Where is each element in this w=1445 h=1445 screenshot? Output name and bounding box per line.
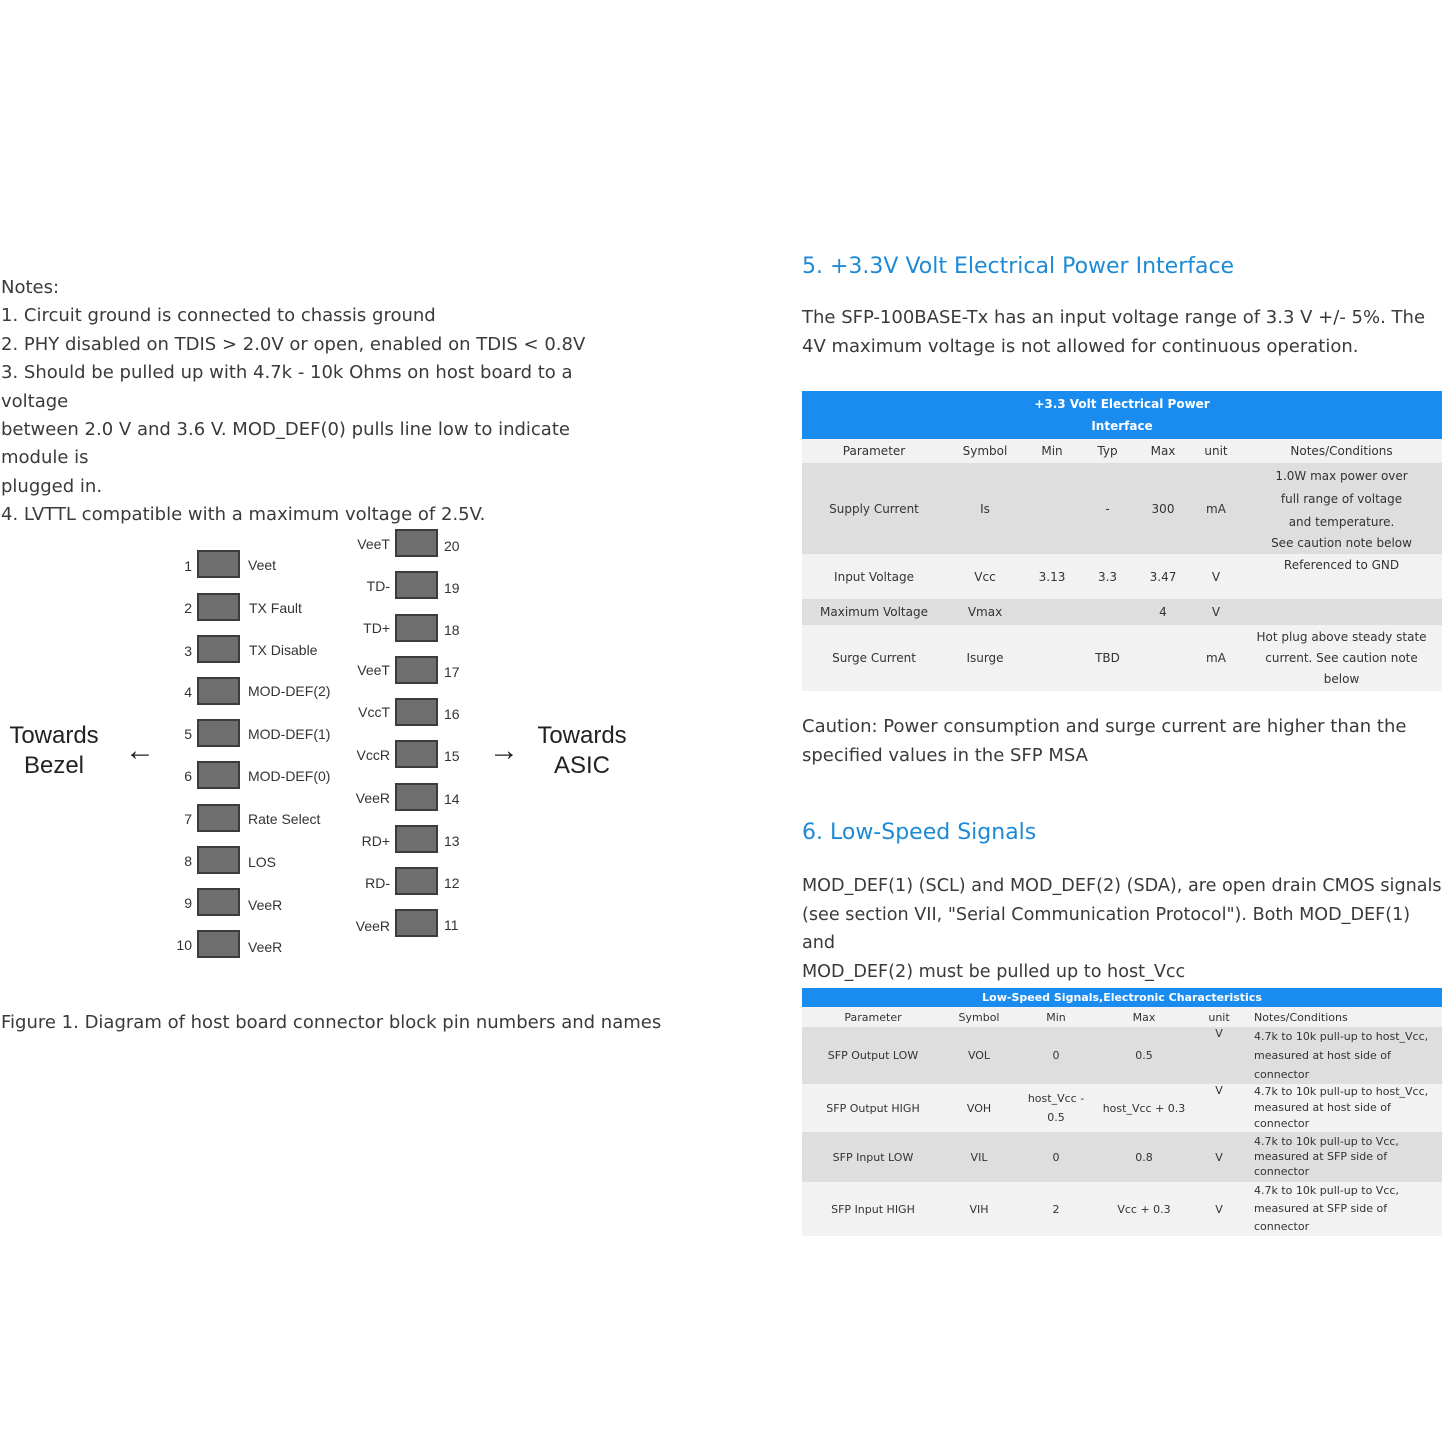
column-header: Notes/Conditions bbox=[1248, 1007, 1442, 1027]
pin-number: 13 bbox=[444, 833, 460, 849]
cell-symbol: Isurge bbox=[946, 625, 1024, 691]
cell-min: 2 bbox=[1014, 1182, 1098, 1236]
cell-notes bbox=[1241, 554, 1442, 599]
cell-unit: mA bbox=[1191, 463, 1241, 554]
table-title-line: +3.3 Volt Electrical Power bbox=[1034, 397, 1210, 411]
column-header: Max bbox=[1135, 439, 1191, 463]
cell-max: 3.47 bbox=[1135, 554, 1191, 599]
notes-block bbox=[1, 274, 641, 530]
towards-bezel-label bbox=[0, 721, 108, 781]
cell-unit: V bbox=[1191, 599, 1241, 625]
section-5-paragraph bbox=[802, 304, 1442, 361]
paragraph-line: MOD_DEF(1) (SCL) and MOD_DEF(2) (SDA), are open drain CMOS signals bbox=[802, 876, 1442, 896]
note-line: 4.7k to 10k pull-up to Vcc, bbox=[1254, 1184, 1399, 1197]
cell-typ: TBD bbox=[1080, 625, 1135, 691]
towards-asic-label bbox=[528, 721, 636, 781]
pin-name: VeeR bbox=[355, 918, 390, 934]
cell-notes bbox=[1241, 625, 1442, 691]
pin-number: 11 bbox=[444, 917, 459, 933]
table-row bbox=[802, 1084, 1442, 1132]
note-line: Hot plug above steady state bbox=[1256, 629, 1427, 644]
cell-parameter: Surge Current bbox=[802, 625, 946, 691]
column-header: Parameter bbox=[802, 1007, 944, 1027]
paragraph-line: MOD_DEF(2) must be pulled up to host_Vcc bbox=[802, 961, 1186, 982]
pin-number: 1 bbox=[184, 558, 192, 574]
cell-parameter: SFP Input HIGH bbox=[802, 1182, 944, 1236]
table-header-row bbox=[802, 439, 1442, 463]
cell-notes bbox=[1248, 1182, 1442, 1236]
pin-pad bbox=[395, 867, 438, 895]
column-header: Symbol bbox=[946, 439, 1024, 463]
note-line: 4.7k to 10k pull-up to Vcc, bbox=[1254, 1135, 1399, 1148]
towards-asic-line-2: ASIC bbox=[553, 752, 610, 779]
pin-number: 9 bbox=[184, 895, 192, 911]
cell-parameter: Input Voltage bbox=[802, 554, 946, 599]
pin-diagram bbox=[0, 520, 650, 970]
pin-name: VeeR bbox=[355, 790, 390, 806]
pin-number: 8 bbox=[184, 853, 192, 869]
cell-max: 0.5 bbox=[1098, 1027, 1190, 1084]
cell-min bbox=[1024, 599, 1080, 625]
notes-line: 1. Circuit ground is connected to chassis ground bbox=[1, 305, 436, 327]
arrow-right-icon: → bbox=[489, 734, 519, 767]
cell-max: host_Vcc + 0.3 bbox=[1098, 1084, 1190, 1132]
pin-number: 4 bbox=[184, 684, 192, 700]
pin-name: VccR bbox=[356, 747, 390, 763]
pin-pad bbox=[395, 825, 438, 853]
cell-unit: V bbox=[1190, 1084, 1248, 1132]
table-row bbox=[802, 1132, 1442, 1182]
table-row bbox=[802, 1027, 1442, 1084]
pin-name: Rate Select bbox=[248, 811, 321, 827]
pin-number: 5 bbox=[184, 726, 192, 742]
table-title bbox=[802, 391, 1442, 439]
cell-unit: mA bbox=[1191, 625, 1241, 691]
pin-number: 14 bbox=[444, 791, 460, 807]
pin-pad bbox=[197, 719, 240, 747]
pin-pad bbox=[197, 635, 240, 663]
cell-notes bbox=[1248, 1027, 1442, 1084]
cell-parameter: SFP Output LOW bbox=[802, 1027, 944, 1084]
pin-number: 19 bbox=[444, 580, 460, 596]
cell-notes bbox=[1241, 599, 1442, 625]
cell-min: 3.13 bbox=[1024, 554, 1080, 599]
cell-symbol: VOH bbox=[944, 1084, 1014, 1132]
column-header: Symbol bbox=[944, 1007, 1014, 1027]
cell-symbol: Vcc bbox=[946, 554, 1024, 599]
column-header: unit bbox=[1190, 1007, 1248, 1027]
table-title: Low-Speed Signals,Electronic Characteristics bbox=[802, 988, 1442, 1007]
pin-name: TD- bbox=[366, 578, 390, 594]
pin-name: MOD-DEF(1) bbox=[248, 726, 331, 742]
pin-name: VccT bbox=[358, 704, 390, 720]
cell-notes bbox=[1248, 1084, 1442, 1132]
paragraph-line: Caution: Power consumption and surge current are higher than the bbox=[802, 716, 1407, 737]
note-line: current. See caution note bbox=[1265, 650, 1418, 665]
pin-name: Veet bbox=[248, 557, 277, 573]
paragraph-line: 4V maximum voltage is not allowed for continuous operation. bbox=[802, 335, 1359, 357]
pin-name: MOD-DEF(2) bbox=[248, 683, 331, 699]
table-row bbox=[802, 1182, 1442, 1236]
pin-name: VeeT bbox=[357, 536, 390, 552]
pin-number: 20 bbox=[444, 538, 460, 554]
column-header: Notes/Conditions bbox=[1241, 439, 1442, 463]
table-row bbox=[802, 625, 1442, 691]
min-line: 0.5 bbox=[1047, 1111, 1065, 1124]
table-row bbox=[802, 554, 1442, 599]
note-line: below bbox=[1323, 671, 1360, 686]
note-line: See caution note below bbox=[1271, 536, 1412, 550]
note-line: 1.0W max power over bbox=[1275, 469, 1408, 483]
arrow-left-icon: ← bbox=[125, 734, 155, 767]
min-line: host_Vcc - bbox=[1027, 1092, 1085, 1105]
pin-pad bbox=[395, 783, 438, 811]
note-line: measured at host side of connector bbox=[1254, 1101, 1391, 1130]
column-header: Parameter bbox=[802, 439, 946, 463]
cell-symbol: Vmax bbox=[946, 599, 1024, 625]
cell-unit: V bbox=[1190, 1027, 1248, 1084]
pin-number: 3 bbox=[184, 643, 192, 659]
section-6-paragraph bbox=[802, 872, 1444, 986]
pin-name: TX Fault bbox=[249, 600, 302, 616]
table-row bbox=[802, 463, 1442, 554]
pin-name: TD+ bbox=[363, 620, 390, 636]
column-header: Min bbox=[1014, 1007, 1098, 1027]
pin-pad bbox=[395, 740, 438, 768]
note-line: full range of voltage bbox=[1280, 492, 1403, 506]
cell-symbol: Is bbox=[946, 463, 1024, 554]
pin-pad bbox=[395, 614, 438, 642]
cell-min bbox=[1024, 463, 1080, 554]
pin-pad bbox=[197, 846, 240, 874]
cell-typ bbox=[1080, 599, 1135, 625]
pin-number: 16 bbox=[444, 706, 460, 722]
note-line: Referenced to GND bbox=[1283, 558, 1400, 572]
pin-name: LOS bbox=[248, 854, 277, 870]
paragraph-line: (see section VII, "Serial Communication Protocol"). Both MOD_DEF(1) and bbox=[802, 904, 1411, 953]
cell-symbol: VOL bbox=[944, 1027, 1014, 1084]
cell-max: 300 bbox=[1135, 463, 1191, 554]
cell-unit: V bbox=[1190, 1182, 1248, 1236]
pin-name: VeeR bbox=[248, 897, 283, 913]
pin-name: RD+ bbox=[361, 833, 390, 849]
cell-max: Vcc + 0.3 bbox=[1098, 1182, 1190, 1236]
pin-name: TX Disable bbox=[249, 642, 318, 658]
section-6-heading: 6. Low-Speed Signals bbox=[802, 820, 1037, 845]
pin-pad bbox=[197, 550, 240, 578]
pin-number: 7 bbox=[184, 811, 192, 827]
cell-min bbox=[1024, 625, 1080, 691]
towards-bezel-line-1: Towards bbox=[9, 722, 99, 749]
cell-symbol: VIL bbox=[944, 1132, 1014, 1182]
note-line: measured at host side of connector bbox=[1254, 1049, 1391, 1081]
notes-line: 4. LVTTL compatible with a maximum voltage of 2.5V. bbox=[1, 504, 486, 526]
pin-name: RD- bbox=[365, 875, 390, 891]
cell-parameter: Supply Current bbox=[802, 463, 946, 554]
pin-number: 6 bbox=[184, 768, 192, 784]
cell-symbol: VIH bbox=[944, 1182, 1014, 1236]
cell-parameter: Maximum Voltage bbox=[802, 599, 946, 625]
cell-typ: - bbox=[1080, 463, 1135, 554]
low-speed-signals-table bbox=[802, 988, 1442, 1236]
pin-pad bbox=[395, 909, 438, 937]
column-header: Typ bbox=[1080, 439, 1135, 463]
cell-unit: V bbox=[1191, 554, 1241, 599]
table-title-line: Interface bbox=[1091, 419, 1153, 433]
cell-unit: V bbox=[1190, 1132, 1248, 1182]
note-line: measured at SFP side of connector bbox=[1254, 1202, 1388, 1233]
caution-paragraph bbox=[802, 713, 1442, 770]
note-line: 4.7k to 10k pull-up to host_Vcc, bbox=[1254, 1030, 1429, 1043]
column-header: Min bbox=[1024, 439, 1080, 463]
pin-number: 17 bbox=[444, 664, 460, 680]
section-5-heading: 5. +3.3V Volt Electrical Power Interface bbox=[802, 254, 1235, 279]
pin-pad bbox=[395, 698, 438, 726]
note-line: measured at SFP side of connector bbox=[1254, 1150, 1388, 1178]
figure-caption: Figure 1. Diagram of host board connector block pin numbers and names bbox=[1, 1012, 662, 1033]
pin-name: VeeR bbox=[248, 939, 283, 955]
notes-line: 2. PHY disabled on TDIS > 2.0V or open, enabled on TDIS < 0.8V bbox=[1, 333, 586, 355]
column-header: unit bbox=[1191, 439, 1241, 463]
notes-line: between 2.0 V and 3.6 V. MOD_DEF(0) pulls line low to indicate module is bbox=[1, 419, 570, 469]
paragraph-line: specified values in the SFP MSA bbox=[802, 744, 1088, 766]
pin-pad bbox=[197, 677, 240, 705]
cell-notes bbox=[1241, 463, 1442, 554]
cell-max bbox=[1135, 625, 1191, 691]
cell-parameter: SFP Input LOW bbox=[802, 1132, 944, 1182]
pin-pad bbox=[197, 888, 240, 916]
pin-number: 18 bbox=[444, 622, 460, 638]
pin-pad bbox=[197, 593, 240, 621]
table-row bbox=[802, 599, 1442, 625]
pin-pad bbox=[395, 656, 438, 684]
pin-name: VeeT bbox=[357, 662, 390, 678]
cell-min: 0 bbox=[1014, 1027, 1098, 1084]
notes-line: 3. Should be pulled up with 4.7k - 10k Ohms on host board to a voltage bbox=[1, 362, 573, 412]
pin-number: 10 bbox=[176, 937, 192, 953]
pin-pad bbox=[197, 761, 240, 789]
pin-pad bbox=[395, 571, 438, 599]
cell-typ: 3.3 bbox=[1080, 554, 1135, 599]
power-interface-table bbox=[802, 391, 1442, 691]
pin-pad bbox=[395, 529, 438, 557]
cell-max: 4 bbox=[1135, 599, 1191, 625]
cell-min bbox=[1014, 1084, 1098, 1132]
pin-number: 15 bbox=[444, 748, 460, 764]
column-header: Max bbox=[1098, 1007, 1190, 1027]
pin-number: 2 bbox=[184, 600, 192, 616]
notes-line: plugged in. bbox=[1, 475, 103, 497]
towards-asic-line-1: Towards bbox=[537, 722, 627, 749]
notes-title: Notes: bbox=[1, 277, 60, 298]
pin-pad bbox=[197, 804, 240, 832]
note-line: and temperature. bbox=[1288, 515, 1395, 529]
cell-notes bbox=[1248, 1132, 1442, 1182]
pin-pad bbox=[197, 930, 240, 958]
pin-name: MOD-DEF(0) bbox=[248, 768, 331, 784]
pin-number: 12 bbox=[444, 875, 460, 891]
note-line: 4.7k to 10k pull-up to host_Vcc, bbox=[1254, 1085, 1429, 1098]
cell-parameter: SFP Output HIGH bbox=[802, 1084, 944, 1132]
table-header-row bbox=[802, 1007, 1442, 1027]
paragraph-line: The SFP-100BASE-Tx has an input voltage range of 3.3 V +/- 5%. The bbox=[802, 307, 1426, 328]
cell-max: 0.8 bbox=[1098, 1132, 1190, 1182]
cell-min: 0 bbox=[1014, 1132, 1098, 1182]
towards-bezel-line-2: Bezel bbox=[23, 752, 85, 779]
